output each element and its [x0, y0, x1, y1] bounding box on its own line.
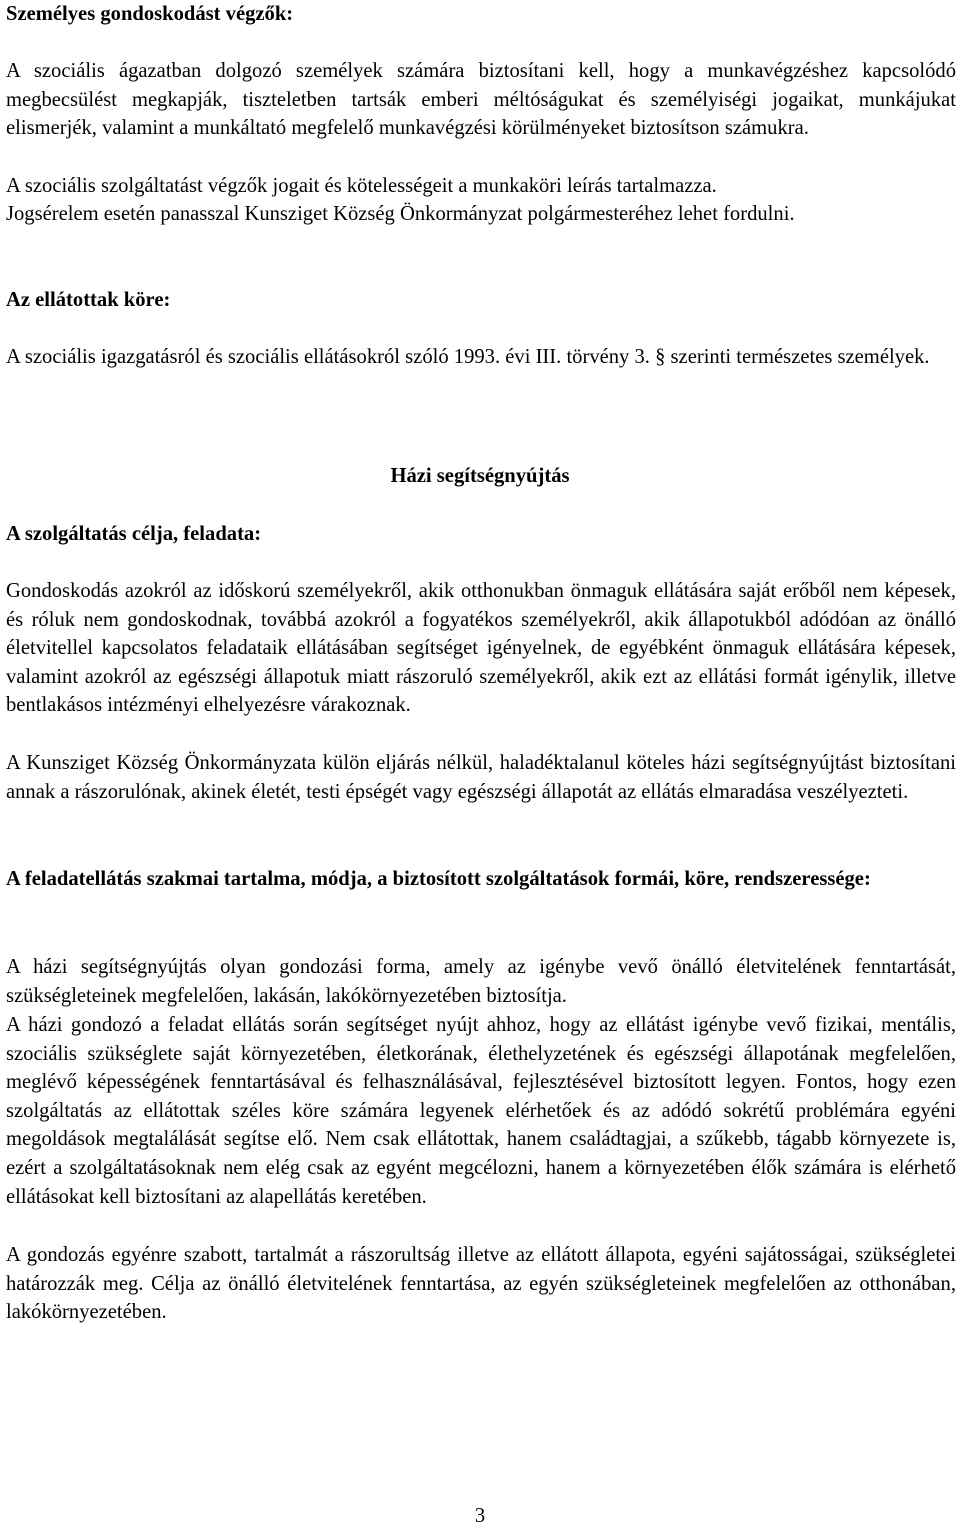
- paragraph-purpose-care: Gondoskodás azokról az időskorú személyekről, akik otthonukban önmaguk ellátására saját erőből nem képesek, és róluk nem gondoskodnak, továbbá azokról a fogyatékos személyekről, akik állapotukból adódóan az önálló életvitellel kapcsolatos feladataik ellátásában segítséget igényelnek, de egyébként önmaguk ellátására képesek, valamint azokról az egészségi állapotuk miatt rászoruló személyekről, akik ezt az ellátási formát igénylik, illetve bentlakásos intézményi elhelyezésre várakoznak.: [6, 580, 956, 717]
- heading-professional-content: A feladatellátás szakmai tartalma, módja, a biztosított szolgáltatások formái, köre, rendszeressége:: [6, 868, 871, 890]
- heading-personal-care-workers: Személyes gondoskodást végzők:: [6, 3, 294, 25]
- paragraph-home-help-definition: A házi segítségnyújtás olyan gondozási forma, amely az igénybe vevő önálló életvitelének fenntartását, szükségleteinek megfelelően, lakásán, lakókörnyezetében biztosítja.: [6, 956, 956, 1007]
- paragraph-workers-rights: A szociális ágazatban dolgozó személyek számára biztosítani kell, hogy a munkavégzéshez kapcsolódó megbecsülést megkapják, tiszteletben tartsák emberi méltóságukat és személyiségi jogaikat, munkájukat elismerjék, valamint a munkáltató megfelelő munkavégzési körülményeket biztosítson számukra.: [6, 60, 956, 140]
- heading-recipients: Az ellátottak köre:: [6, 289, 171, 311]
- page-number: 3: [474, 1505, 486, 1527]
- paragraph-purpose-obligation: A Kunsziget Község Önkormányzata külön eljárás nélkül, haladéktalanul köteles házi segítségnyújtást biztosítani annak a rászorulónak, akinek életét, testi épségét vagy egészségi állapotát az ellátás elmaradása veszélyezteti.: [6, 752, 956, 803]
- paragraph-home-carer: A házi gondozó a feladat ellátás során segítséget nyújt ahhoz, hogy az ellátást igénybe vevő fizikai, mentális, szociális szükséglete saját környezetében, életkorának, élethelyzetének és egészségi állapotának megfelelően, meglévő képességének fenntartásával és felhasználásával, fejlesztésével biztosított legyen. Fontos, hogy ezen szolgáltatás az ellátottak széles köre számára legyenek elérhetőek és az adódó sokrétű problémára egyéni megoldások megtalálását segítse elő. Nem csak ellátottak, hanem családtagjai, a szűkebb, tágabb környezete is, ezért a szolgáltatásoknak nem elég csak az egyént megcélozni, hanem a környezetében élők számára is elérhető ellátásokat kell biztosítani az alapellátás keretében.: [6, 1014, 956, 1208]
- heading-purpose: A szolgáltatás célja, feladata:: [6, 523, 262, 545]
- paragraph-job-description: A szociális szolgáltatást végzők jogait és kötelességeit a munkaköri leírás tartalmazza.: [6, 175, 717, 197]
- title-home-help: Házi segítségnyújtás: [390, 465, 570, 487]
- paragraph-complaint: Jogsérelem esetén panasszal Kunsziget Község Önkormányzat polgármesteréhez lehet fordulni.: [6, 203, 795, 225]
- paragraph-individual-care: A gondozás egyénre szabott, tartalmát a rászorultság illetve az ellátott állapota, egyéni sajátosságai, szükségletei határozzák meg. Célja az önálló életvitelének fenntartása, az egyén szükségleteinek megfelelően az otthonában, lakókörnyezetében.: [6, 1244, 956, 1324]
- paragraph-recipients: A szociális igazgatásról és szociális ellátásokról szóló 1993. évi III. törvény 3. § szerinti természetes személyek.: [6, 346, 930, 368]
- document-page: [6, 0, 956, 1537]
